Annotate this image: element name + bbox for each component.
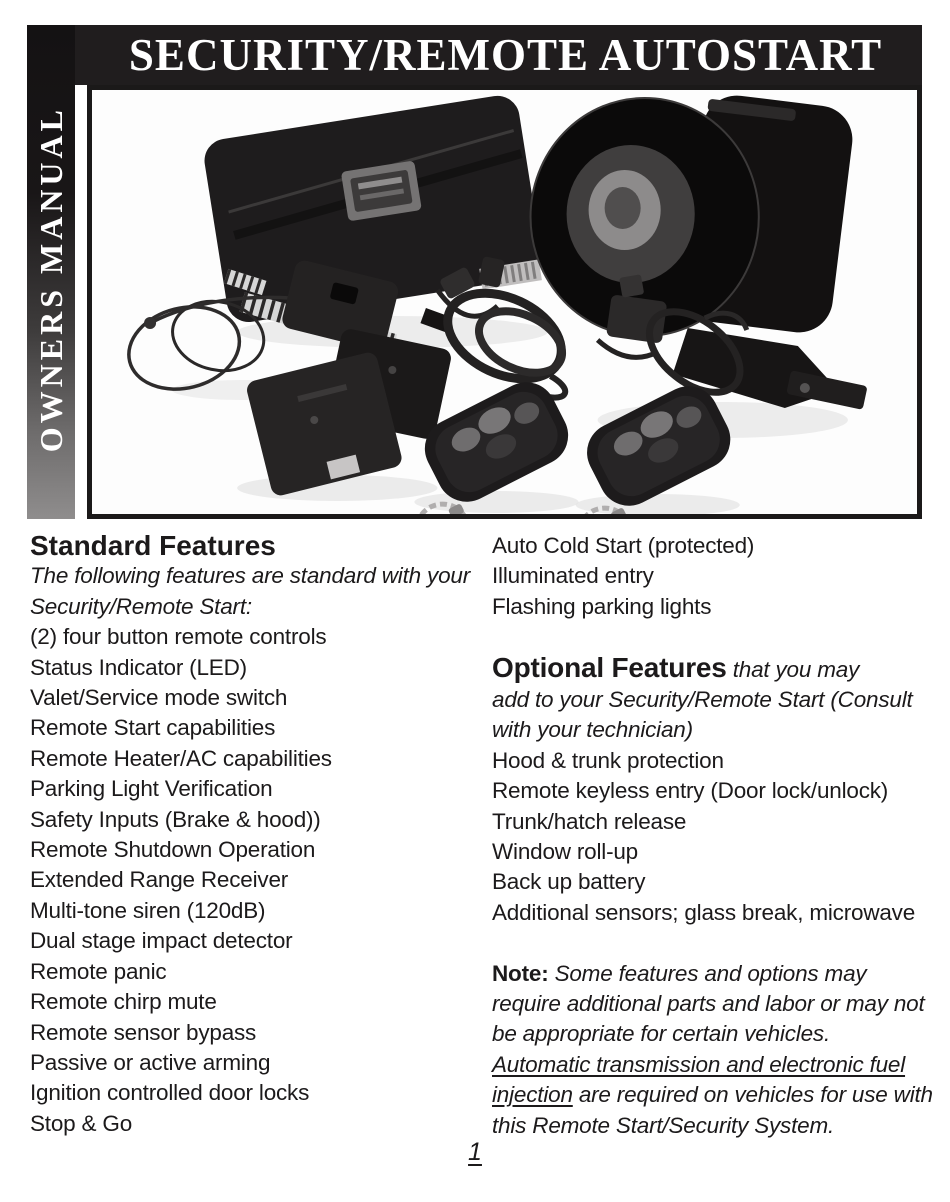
content-columns — [30, 530, 933, 1141]
feature-item: Remote Heater/AC capabilities — [30, 745, 332, 771]
header-bar — [27, 25, 922, 85]
optional-features-intro-line: add to your Security/Remote Start (Consult — [492, 687, 913, 713]
note-line — [492, 959, 930, 989]
note-line: require additional parts and labor or may not — [492, 991, 925, 1017]
product-photo-frame — [87, 85, 922, 519]
feature-item: Extended Range Receiver — [30, 867, 289, 893]
optional-features-heading-line — [492, 653, 930, 685]
note-underlined-word: injection — [492, 1082, 573, 1108]
feature-item: Remote keyless entry (Door lock/unlock) — [492, 778, 889, 804]
feature-item: Remote sensor bypass — [30, 1019, 257, 1045]
optional-features-heading: Optional Features — [492, 651, 727, 683]
owners-manual-sidebar — [27, 25, 75, 519]
standard-features-column — [30, 531, 492, 1141]
feature-item: Dual stage impact detector — [30, 928, 293, 954]
feature-item: Ignition controlled door locks — [30, 1080, 310, 1106]
note-line — [492, 1080, 933, 1110]
standard-features-intro-line: The following features are standard with your — [30, 563, 470, 589]
note-underlined-line: Automatic transmission and electronic fuel — [492, 1051, 906, 1077]
blank-line — [492, 622, 930, 652]
note-text: Some features and options may — [554, 960, 867, 986]
sidebar-vertical-label: OWNERS MANUAL — [32, 105, 69, 453]
feature-item: Remote chirp mute — [30, 989, 217, 1015]
feature-item: Trunk/hatch release — [492, 808, 687, 834]
product-photo-illustration — [92, 90, 917, 514]
feature-item: Illuminated entry — [492, 563, 654, 589]
relay-illustration — [245, 327, 453, 497]
feature-item: Multi-tone siren (120dB) — [30, 897, 266, 923]
note-text: are required on vehicles for use with — [578, 1082, 933, 1108]
feature-item: Back up battery — [492, 869, 646, 895]
note-line: be appropriate for certain vehicles. — [492, 1021, 830, 1047]
optional-features-intro-line: with your technician) — [492, 717, 693, 743]
feature-item: Additional sensors; glass break, microwave — [492, 899, 916, 925]
feature-item: (2) four button remote controls — [30, 624, 327, 650]
feature-item: Passive or active arming — [30, 1049, 271, 1075]
feature-item: Remote Shutdown Operation — [30, 837, 316, 863]
optional-features-column — [492, 531, 933, 1141]
standard-features-intro-line: Security/Remote Start: — [30, 593, 252, 619]
feature-item: Hood & trunk protection — [492, 747, 724, 773]
feature-item: Flashing parking lights — [492, 593, 712, 619]
siren-illustration — [531, 92, 868, 410]
note-label: Note: — [492, 960, 549, 986]
feature-item: Stop & Go — [30, 1110, 133, 1136]
feature-item: Window roll-up — [492, 839, 638, 865]
page-number: 1 — [468, 1138, 482, 1166]
blank-line — [492, 928, 930, 958]
top-block — [27, 25, 922, 519]
note-line: this Remote Start/Security System. — [492, 1112, 835, 1138]
feature-item: Safety Inputs (Brake & hood)) — [30, 806, 321, 832]
optional-features-intro-inline: that you may — [732, 656, 860, 682]
standard-features-heading: Standard Features — [30, 530, 276, 561]
feature-item: Valet/Service mode switch — [30, 685, 288, 711]
page-title: SECURITY/REMOTE AUTOSTART — [128, 30, 883, 80]
feature-item: Remote panic — [30, 958, 167, 984]
remote-control2-illustration — [537, 376, 757, 514]
feature-item: Remote Start capabilities — [30, 715, 276, 741]
feature-item: Parking Light Verification — [30, 776, 273, 802]
feature-item: Auto Cold Start (protected) — [492, 533, 755, 558]
feature-item: Status Indicator (LED) — [30, 654, 247, 680]
